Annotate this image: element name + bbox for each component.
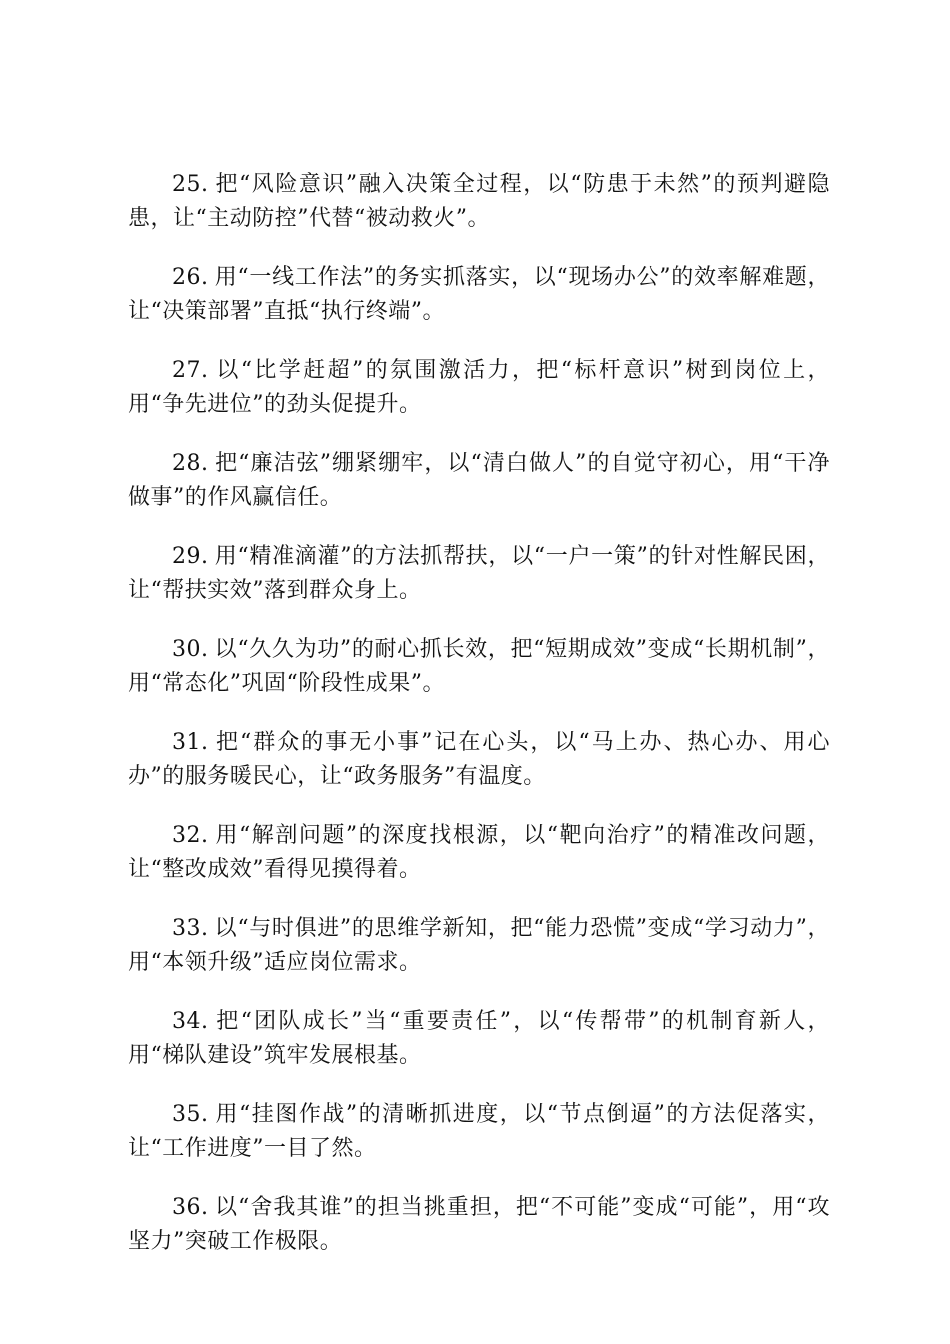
paragraph-number: 28. <box>172 451 209 476</box>
paragraph-number: 31. <box>172 730 209 755</box>
paragraph-27 <box>128 354 830 422</box>
paragraph-31 <box>128 726 830 794</box>
paragraph-number: 36. <box>172 1195 209 1220</box>
paragraph-text: 把“风险意识”融入决策全过程，以“防患于未然”的预判避隐患，让“主动防控”代替“被动救火”。 <box>128 172 830 231</box>
paragraph-text: 以“久久为功”的耐心抓长效，把“短期成效”变成“长期机制”，用“常态化”巩固“阶段性成果”。 <box>128 637 830 696</box>
paragraph-text: 把“团队成长”当“重要责任”，以“传帮带”的机制育新人，用“梯队建设”筑牢发展根基。 <box>128 1009 830 1068</box>
paragraph-text: 以“比学赶超”的氛围激活力，把“标杆意识”树到岗位上，用“争先进位”的劲头促提升。 <box>128 358 830 417</box>
paragraph-25 <box>128 168 830 236</box>
paragraph-29 <box>128 540 830 608</box>
paragraph-number: 33. <box>172 916 209 941</box>
paragraph-text: 以“与时俱进”的思维学新知，把“能力恐慌”变成“学习动力”，用“本领升级”适应岗位需求。 <box>128 916 830 975</box>
paragraph-number: 29. <box>172 544 209 569</box>
paragraph-26 <box>128 261 830 329</box>
paragraph-35 <box>128 1098 830 1166</box>
paragraph-number: 25. <box>172 172 209 197</box>
paragraph-number: 34. <box>172 1009 209 1034</box>
paragraph-number: 30. <box>172 637 209 662</box>
paragraph-text: 把“群众的事无小事”记在心头，以“马上办、热心办、用心办”的服务暖民心，让“政务服务”有温度。 <box>128 730 830 789</box>
paragraph-text: 用“精准滴灌”的方法抓帮扶，以“一户一策”的针对性解民困，让“帮扶实效”落到群众身上。 <box>128 544 830 603</box>
paragraph-text: 用“解剖问题”的深度找根源，以“靶向治疗”的精准改问题，让“整改成效”看得见摸得着。 <box>128 823 830 882</box>
paragraph-number: 32. <box>172 823 209 848</box>
paragraph-34 <box>128 1005 830 1073</box>
paragraph-text: 用“一线工作法”的务实抓落实，以“现场办公”的效率解难题，让“决策部署”直抵“执行终端”。 <box>128 265 830 324</box>
paragraph-number: 27. <box>172 358 209 383</box>
paragraph-text: 以“舍我其谁”的担当挑重担，把“不可能”变成“可能”，用“攻坚力”突破工作极限。 <box>128 1195 830 1254</box>
paragraph-number: 26. <box>172 265 209 290</box>
paragraph-28 <box>128 447 830 515</box>
paragraph-text: 用“挂图作战”的清晰抓进度，以“节点倒逼”的方法促落实，让“工作进度”一目了然。 <box>128 1102 830 1161</box>
paragraph-32 <box>128 819 830 887</box>
paragraph-36 <box>128 1191 830 1259</box>
paragraph-text: 把“廉洁弦”绷紧绷牢，以“清白做人”的自觉守初心，用“干净做事”的作风赢信任。 <box>128 451 830 510</box>
paragraph-number: 35. <box>172 1102 209 1127</box>
document-body <box>128 168 830 1284</box>
paragraph-30 <box>128 633 830 701</box>
paragraph-33 <box>128 912 830 980</box>
